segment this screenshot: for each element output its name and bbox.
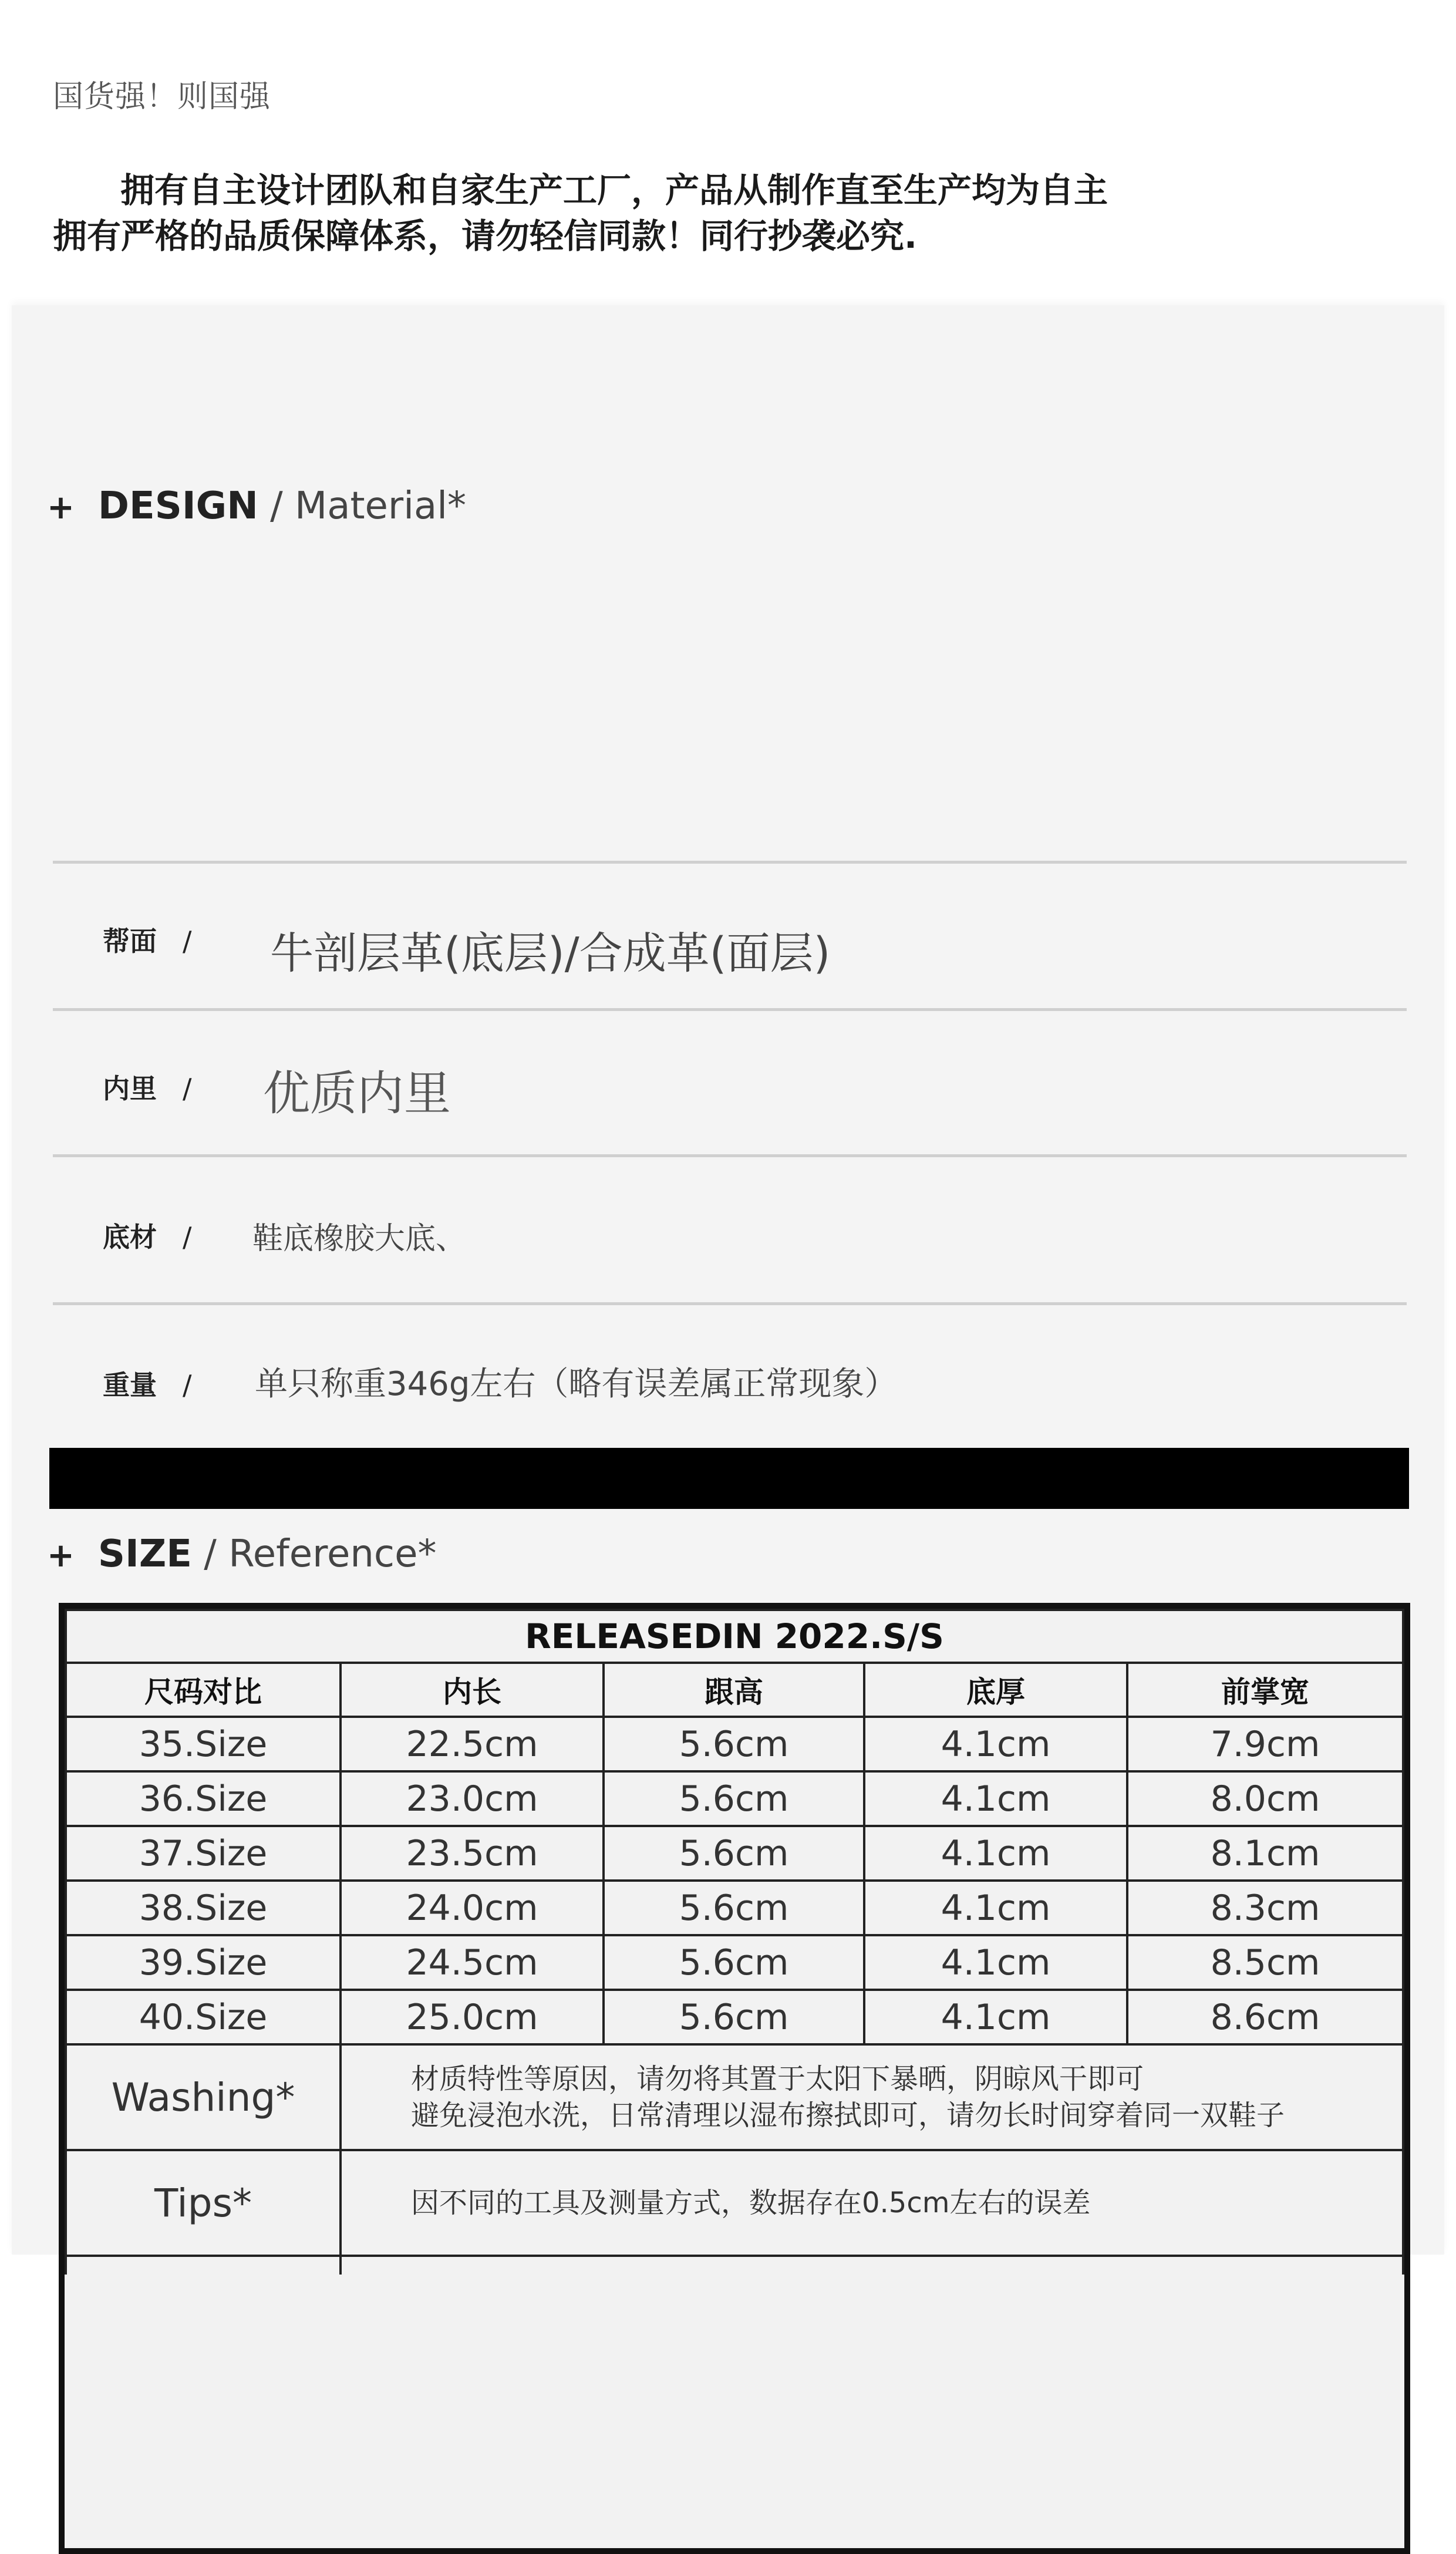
table-cell: 4.1cm	[864, 1990, 1127, 2044]
material-label: 内里 /	[103, 1073, 192, 1104]
material-label: 底材 /	[103, 1221, 192, 1253]
washing-line-1: 材质特性等原因，请勿将其置于太阳下暴晒，阴晾风干即可	[411, 2063, 1144, 2095]
table-tail-row	[66, 2256, 1403, 2275]
tips-row	[66, 2150, 1403, 2256]
plus-icon: +	[47, 488, 75, 527]
design-title: DESIGN	[97, 484, 258, 528]
table-cell: 8.5cm	[1127, 1935, 1403, 1990]
table-cell: 23.5cm	[341, 1826, 604, 1881]
material-label: 重量 /	[103, 1369, 192, 1401]
table-header-row	[66, 1663, 1403, 1717]
design-subtitle: Material*	[295, 484, 467, 528]
table-cell: 5.6cm	[604, 1717, 864, 1771]
table-cell: 7.9cm	[1127, 1717, 1403, 1771]
table-cell	[66, 2256, 341, 2275]
size-section-heading	[47, 1532, 436, 1576]
table-cell: 36.Size	[66, 1771, 341, 1826]
material-row-upper	[53, 864, 1407, 1010]
table-cell: 38.Size	[66, 1881, 341, 1935]
table-title: RELEASEDIN 2022.S/S	[66, 1610, 1403, 1663]
washing-text	[341, 2044, 1403, 2150]
material-value: 优质内里	[263, 1066, 451, 1121]
table-header-cell: 前掌宽	[1127, 1663, 1403, 1717]
table-cell: 37.Size	[66, 1826, 341, 1881]
content-panel	[12, 305, 1444, 2255]
header-area	[0, 0, 1456, 305]
table-cell: 8.1cm	[1127, 1826, 1403, 1881]
table-header-cell: 底厚	[864, 1663, 1127, 1717]
tips-label: Tips*	[66, 2150, 341, 2256]
table-cell: 24.5cm	[341, 1935, 604, 1990]
table-header-cell: 尺码对比	[66, 1663, 341, 1717]
size-subtitle: Reference*	[228, 1532, 437, 1576]
table-cell: 4.1cm	[864, 1881, 1127, 1935]
table-cell: 8.3cm	[1127, 1881, 1403, 1935]
table-cell: 24.0cm	[341, 1881, 604, 1935]
material-row-sole	[53, 1157, 1407, 1304]
heading-separator: /	[270, 484, 283, 528]
table-row	[66, 1826, 1403, 1881]
plus-icon: +	[47, 1537, 75, 1575]
design-section-heading	[47, 484, 466, 528]
material-label: 帮面 /	[103, 925, 192, 957]
table-cell: 22.5cm	[341, 1717, 604, 1771]
slogan-text: 国货强！则国强	[53, 79, 271, 114]
table-cell: 5.6cm	[604, 1935, 864, 1990]
washing-line-2: 避免浸泡水洗，日常清理以湿布擦拭即可，请勿长时间穿着同一双鞋子	[411, 2099, 1285, 2132]
table-header-cell: 跟高	[604, 1663, 864, 1717]
table-row	[66, 1935, 1403, 1990]
table-cell: 5.6cm	[604, 1990, 864, 2044]
table-cell: 39.Size	[66, 1935, 341, 1990]
washing-label: Washing*	[66, 2044, 341, 2150]
table-cell: 35.Size	[66, 1717, 341, 1771]
intro-line-1: 拥有自主设计团队和自家生产工厂，产品从制作直至生产均为自主	[120, 170, 1108, 210]
table-cell: 4.1cm	[864, 1771, 1127, 1826]
size-title: SIZE	[97, 1532, 192, 1576]
size-table	[59, 1603, 1410, 2554]
table-cell: 4.1cm	[864, 1826, 1127, 1881]
table-cell: 25.0cm	[341, 1990, 604, 2044]
intro-line-2: 拥有严格的品质保障体系，请勿轻信同款！同行抄袭必究.	[53, 216, 918, 256]
material-value: 鞋底橡胶大底、	[252, 1221, 467, 1256]
table-cell: 5.6cm	[604, 1826, 864, 1881]
table-cell: 8.6cm	[1127, 1990, 1403, 2044]
material-row-weight	[53, 1305, 1407, 1446]
material-row-lining	[53, 1011, 1407, 1156]
table-row	[66, 1717, 1403, 1771]
table-header-cell: 内长	[341, 1663, 604, 1717]
table-cell: 40.Size	[66, 1990, 341, 2044]
table-row	[66, 1990, 1403, 2044]
tips-text: 因不同的工具及测量方式，数据存在0.5cm左右的误差	[341, 2150, 1403, 2256]
table-cell: 8.0cm	[1127, 1771, 1403, 1826]
material-value: 牛剖层革(底层)/合成革(面层)	[270, 928, 831, 979]
black-divider-bar	[49, 1448, 1409, 1509]
table-cell: 5.6cm	[604, 1881, 864, 1935]
table-cell: 4.1cm	[864, 1717, 1127, 1771]
table-cell: 4.1cm	[864, 1935, 1127, 1990]
table-cell: 5.6cm	[604, 1771, 864, 1826]
table-row	[66, 1881, 1403, 1935]
washing-row	[66, 2044, 1403, 2150]
material-value: 单只称重346g左右（略有误差属正常现象）	[255, 1365, 898, 1403]
table-cell	[341, 2256, 1403, 2275]
heading-separator: /	[204, 1532, 217, 1576]
table-cell: 23.0cm	[341, 1771, 604, 1826]
table-row	[66, 1771, 1403, 1826]
